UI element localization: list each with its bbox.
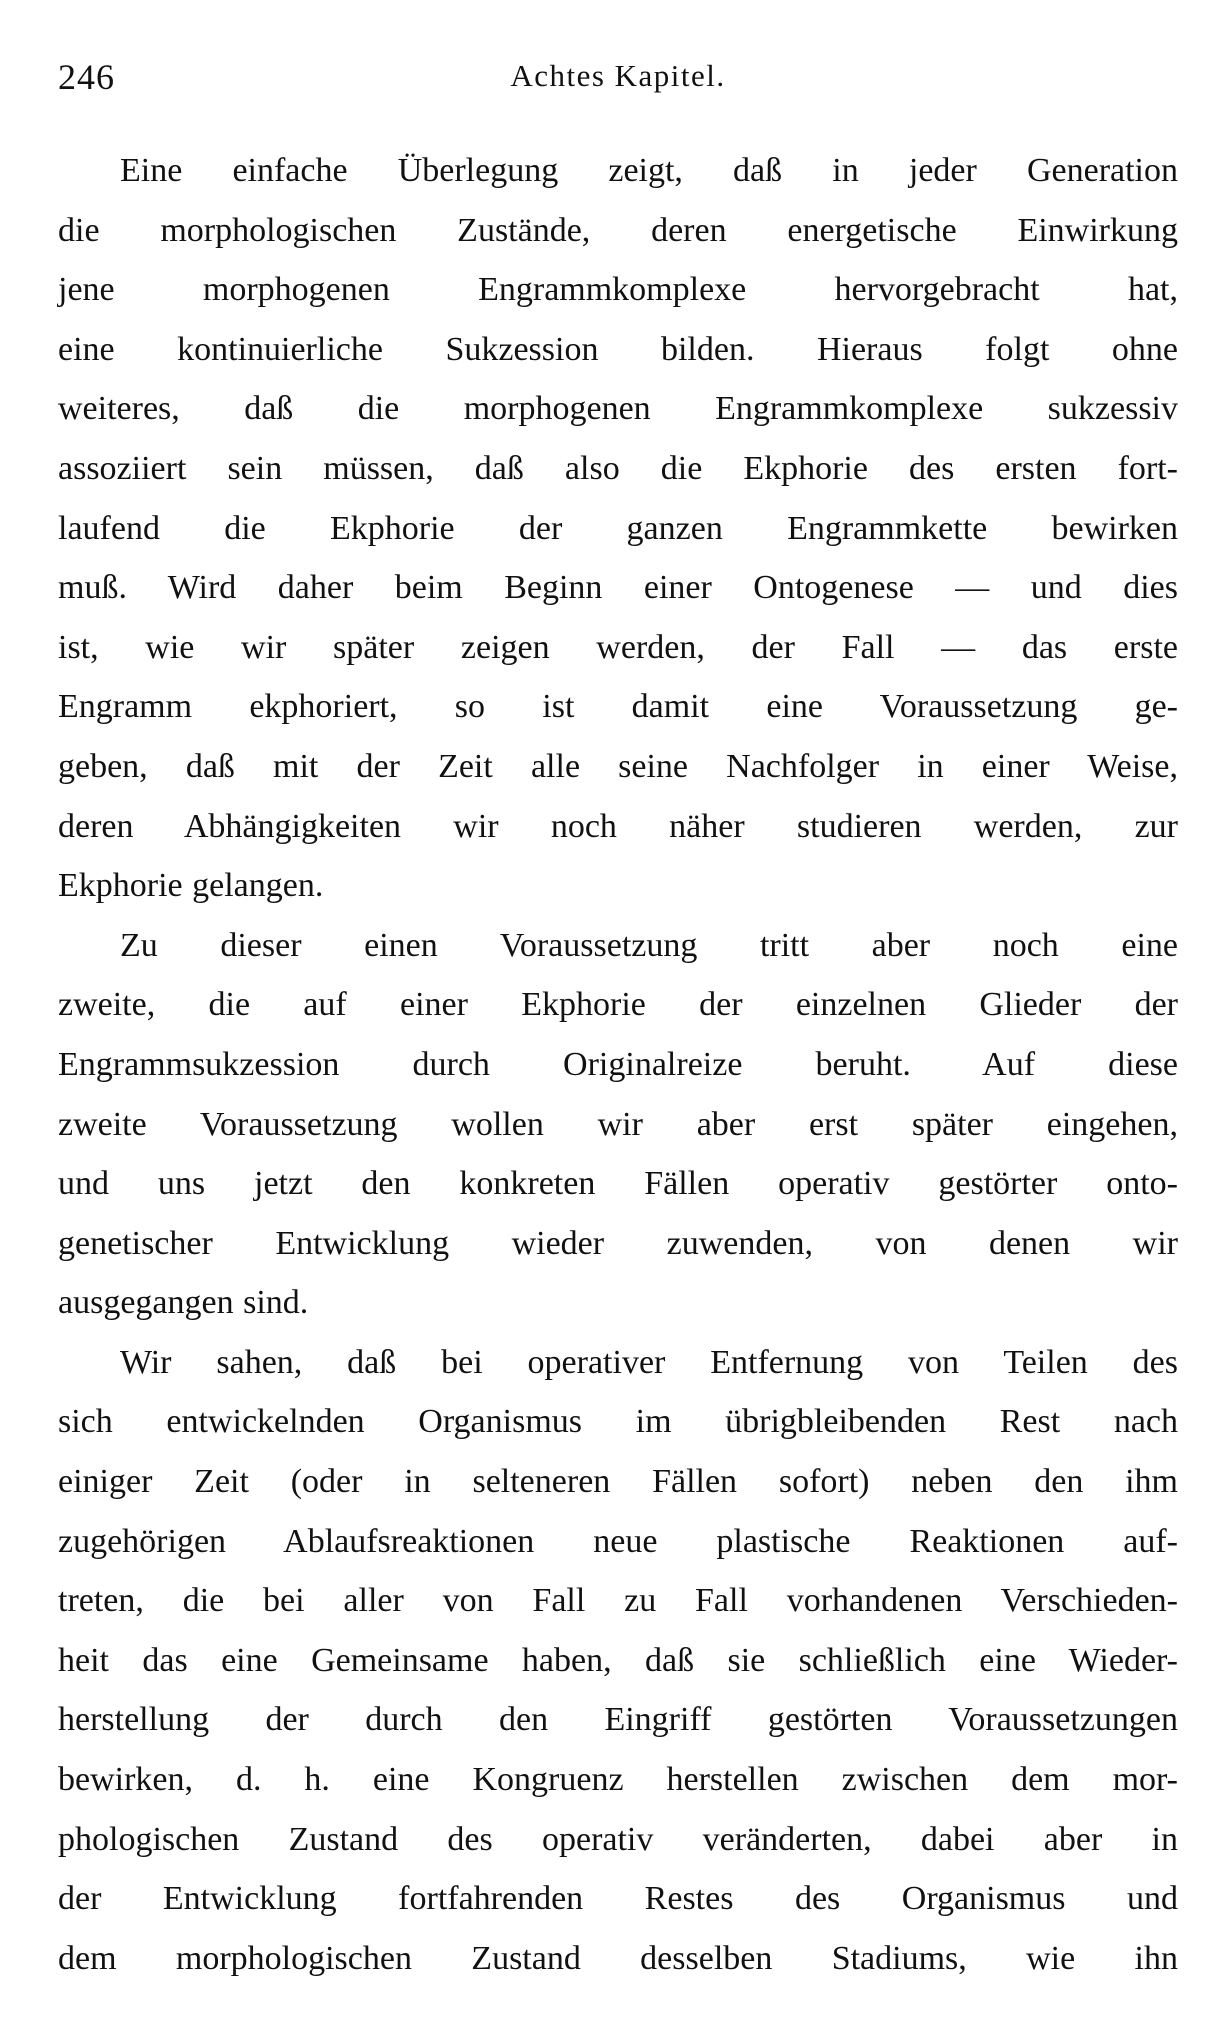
paragraph-2	[58, 916, 1178, 1333]
text-line: geben, daß mit der Zeit alle seine Nachfolger in einer Weise,	[58, 747, 1178, 785]
text-line: genetischer Entwicklung wieder zuwenden, von denen wir	[58, 1224, 1178, 1262]
page-number: 246	[58, 57, 115, 97]
text-line: Ekphorie gelangen.	[58, 867, 324, 905]
text-line: heit das eine Gemeinsame haben, daß sie schließlich eine Wieder-	[58, 1641, 1178, 1679]
text-line: phologischen Zustand des operativ veränderten, dabei aber in	[58, 1820, 1178, 1858]
text-line: Wir sahen, daß bei operativer Entfernung von Teilen des	[120, 1343, 1178, 1381]
text-line: und uns jetzt den konkreten Fällen operativ gestörter onto-	[58, 1165, 1178, 1203]
text-line: weiteres, daß die morphogenen Engrammkomplexe sukzessiv	[58, 390, 1178, 428]
paragraph-3	[58, 1333, 1178, 1989]
text-line: der Entwicklung fortfahrenden Restes des Organismus und	[58, 1880, 1178, 1918]
text-line: eine kontinuierliche Sukzession bilden. Hieraus folgt ohne	[58, 330, 1178, 368]
chapter-title: Achtes Kapitel.	[510, 58, 726, 93]
text-line: zweite, die auf einer Ekphorie der einzelnen Glieder der	[58, 986, 1178, 1024]
text-line: zweite Voraussetzung wollen wir aber erst später eingehen,	[58, 1105, 1178, 1143]
text-line: muß. Wird daher beim Beginn einer Ontogenese — und dies	[58, 569, 1178, 607]
text-line: laufend die Ekphorie der ganzen Engrammkette bewirken	[58, 509, 1178, 547]
text-line: deren Abhängigkeiten wir noch näher studieren werden, zur	[58, 807, 1178, 845]
text-line: ist, wie wir später zeigen werden, der Fall — das erste	[58, 628, 1178, 666]
text-line: Zu dieser einen Voraussetzung tritt aber noch eine	[120, 926, 1178, 964]
text-line: Engramm ekphoriert, so ist damit eine Voraussetzung ge-	[58, 688, 1178, 726]
text-line: dem morphologischen Zustand desselben Stadiums, wie ihn	[58, 1939, 1178, 1977]
text-line: Eine einfache Überlegung zeigt, daß in jeder Generation	[120, 152, 1178, 189]
text-line: bewirken, d. h. eine Kongruenz herstellen zwischen dem mor-	[58, 1761, 1178, 1799]
text-line: assoziiert sein müssen, daß also die Ekphorie des ersten fort-	[58, 449, 1178, 487]
text-line: sich entwickelnden Organismus im übrigbleibenden Rest nach	[58, 1403, 1178, 1441]
text-line: zugehörigen Ablaufsreaktionen neue plastische Reaktionen auf-	[58, 1522, 1178, 1560]
text-line: die morphologischen Zustände, deren energetische Einwirkung	[58, 211, 1178, 249]
text-line: treten, die bei aller von Fall zu Fall vorhandenen Verschieden-	[58, 1582, 1178, 1620]
text-line: Engrammsukzession durch Originalreize beruht. Auf diese	[58, 1045, 1178, 1083]
running-head	[58, 56, 1178, 106]
body-text	[58, 141, 1178, 1988]
book-page	[58, 0, 1178, 2028]
text-line: ausgegangen sind.	[58, 1284, 309, 1322]
text-line: jene morphogenen Engrammkomplexe hervorgebracht hat,	[58, 271, 1178, 309]
text-line: einiger Zeit (oder in selteneren Fällen sofort) neben den ihm	[58, 1463, 1178, 1501]
paragraph-1	[58, 141, 1178, 916]
text-line: herstellung der durch den Eingriff gestörten Voraussetzungen	[58, 1701, 1178, 1739]
